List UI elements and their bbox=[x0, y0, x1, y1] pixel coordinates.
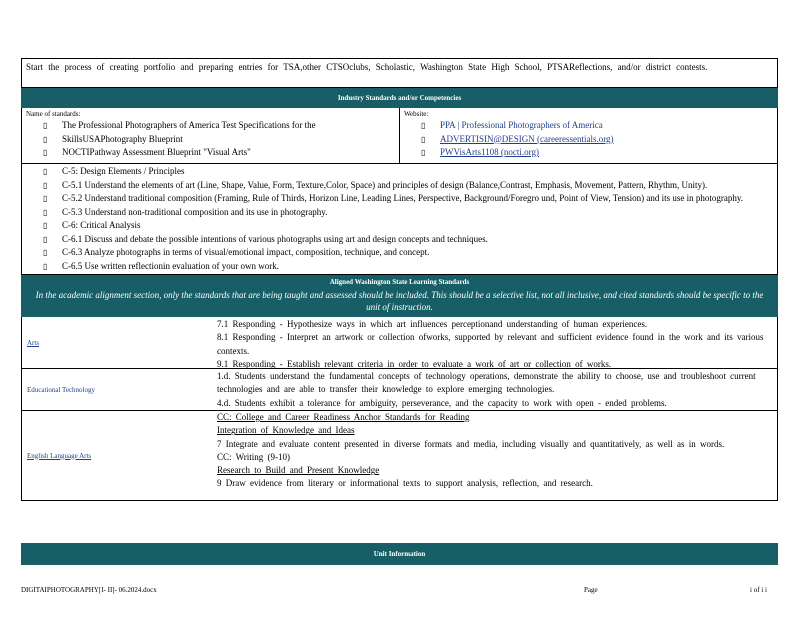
competency-item: ▯ C-6.3 Analyze photographs in terms of visual/emotional impact, composition, technique, and concept. bbox=[26, 246, 773, 260]
website-label: Website: bbox=[404, 110, 429, 118]
intro-text: Start the process of creating portfolio and preparing entries for TSA,other CTSOclubs, Scholastic, Washington State High School, PTSAReflections, and/or district contests. bbox=[21, 58, 778, 88]
standard-item: ▯ SkillsUSAPhotography Blueprint bbox=[26, 133, 395, 147]
bullet-icon: ▯ bbox=[43, 248, 48, 257]
competency-item: ▯ C-6: Critical Analysis bbox=[26, 219, 773, 233]
website-item bbox=[404, 119, 773, 133]
edtech-standards bbox=[217, 369, 777, 410]
name-label: Name of standards: bbox=[26, 110, 81, 118]
competencies-list bbox=[21, 164, 778, 275]
edtech-line: 1.d. Students understand the fundamental concepts of technology operations, demonstrate the ability to choose, use and troubleshoot current technologies and are able to transfer their knowledge to explore emerging technologies. bbox=[217, 371, 756, 395]
unit-information-header: Unit Information bbox=[21, 543, 778, 565]
industry-header: Industry Standards and/or Competencies bbox=[21, 88, 778, 108]
ela-line: 7 Integrate and evaluate content presented in diverse formats and media, including visually and quantitatively, as well as in words. bbox=[217, 438, 725, 449]
bullet-icon: ▯ bbox=[43, 261, 48, 271]
standards-row bbox=[21, 108, 778, 164]
aligned-header bbox=[21, 275, 778, 317]
ela-heading: CC: Writing (9-10) bbox=[217, 451, 290, 462]
ela-label[interactable]: English Language Arts bbox=[27, 451, 92, 460]
standard-item: ▯ The Professional Photographers of America Test Specifications for the bbox=[26, 119, 395, 133]
aligned-title: Aligned Washington State Learning Standards bbox=[329, 278, 470, 286]
bullet-icon: ▯ bbox=[43, 221, 48, 230]
website-item bbox=[404, 146, 773, 160]
document-body bbox=[21, 58, 778, 501]
bullet-icon: ▯ bbox=[421, 134, 426, 144]
footer-filename: DIGITAIPHOTOGRAPHY[I- II]- 06.2024.docx bbox=[21, 586, 157, 594]
competency-item: ▯ C-6.5 Use written reflectionin evaluation of your own work. bbox=[26, 260, 773, 274]
ela-row bbox=[21, 411, 778, 501]
competency-item: ▯ C-6.1 Discuss and debate the possible intentions of various photographs using art and design concepts and techniques. bbox=[26, 233, 773, 247]
footer-page-label: Page bbox=[584, 586, 598, 594]
arts-line: 9.1 Responding - Establish relevant criteria in order to evaluate a work of art or collection of works. bbox=[217, 358, 612, 369]
ela-heading: CC: College and Career Readiness Anchor Standards for Reading bbox=[217, 412, 470, 422]
arts-label[interactable]: Arts bbox=[27, 338, 40, 347]
arts-line: 8.1 Responding - Interpret an artwork or collection ofworks, supported by relevant and sufficient evidence found in the work and its various contexts. bbox=[217, 332, 764, 356]
standards-websites bbox=[400, 108, 777, 163]
ela-standards bbox=[217, 411, 777, 500]
standards-names bbox=[22, 108, 400, 163]
bullet-icon: ▯ bbox=[43, 121, 48, 130]
bullet-icon: ▯ bbox=[421, 148, 426, 157]
website-link-ppa[interactable]: PPA | Professional Photographers of America bbox=[440, 120, 603, 130]
bullet-icon: ▯ bbox=[43, 148, 48, 157]
standard-item: ▯ NOCTIPathway Assessment Blueprint "Visual Arts" bbox=[26, 146, 395, 160]
website-item bbox=[404, 133, 773, 147]
bullet-icon: ▯ bbox=[43, 180, 48, 190]
edtech-row bbox=[21, 369, 778, 411]
arts-standards bbox=[217, 317, 777, 368]
aligned-note: In the academic alignment section, only the standards that are being taught and assessed should be included. This should be a selective list, not all inclusive, and cited standards should be specific to the unit of instruction. bbox=[35, 290, 764, 312]
competency-item: ▯ C-5.1 Understand the elements of art (Line, Shape, Value, Form, Texture,Color, Space) and principles of design (Balance,Contrast, Emphasis, Movement, Pattern, Rhythm, Unity). bbox=[26, 179, 773, 193]
competency-item: ▯ C-5: Design Elements / Principles bbox=[26, 165, 773, 179]
website-link-advertising[interactable]: ADVERTISIN@DESIGN (careeressentials.org) bbox=[440, 133, 614, 144]
arts-row bbox=[21, 317, 778, 369]
bullet-icon: ▯ bbox=[43, 167, 48, 176]
ela-subheading: Research to Build and Present Knowledge bbox=[217, 465, 380, 476]
competency-item: ▯ C-5.2 Understand traditional composition (Framing, Rule of Thirds, Horizon Line, Leading Lines, Perspective, Background/Foregro und, Point of View, Tension) and its use in photography. bbox=[26, 192, 773, 206]
bullet-icon: ▯ bbox=[43, 207, 48, 217]
footer-page-number: i of i i bbox=[750, 586, 767, 594]
ela-subheading: Integration of Knowledge and Ideas bbox=[217, 425, 355, 436]
ela-line: 9 Draw evidence from literary or informational texts to support analysis, reflection, and research. bbox=[217, 478, 593, 489]
bullet-icon: ▯ bbox=[43, 194, 48, 203]
website-link-nocti[interactable]: PWVisArts1108 (nocti.org) bbox=[440, 147, 539, 157]
bullet-icon: ▯ bbox=[43, 234, 48, 244]
arts-line: 7.1 Responding - Hypothesize ways in which art influences perceptionand understanding of human experiences. bbox=[217, 319, 648, 329]
edtech-line: 4.d. Students exhibit a tolerance for ambiguity, perseverance, and the capacity to work with open - ended problems. bbox=[217, 397, 667, 408]
competency-item: ▯ C-5.3 Understand non-traditional composition and its use in photography. bbox=[26, 206, 773, 220]
bullet-icon: ▯ bbox=[421, 121, 426, 130]
bullet-icon: ▯ bbox=[43, 134, 48, 144]
edtech-label[interactable]: Educational Technology bbox=[27, 385, 96, 394]
